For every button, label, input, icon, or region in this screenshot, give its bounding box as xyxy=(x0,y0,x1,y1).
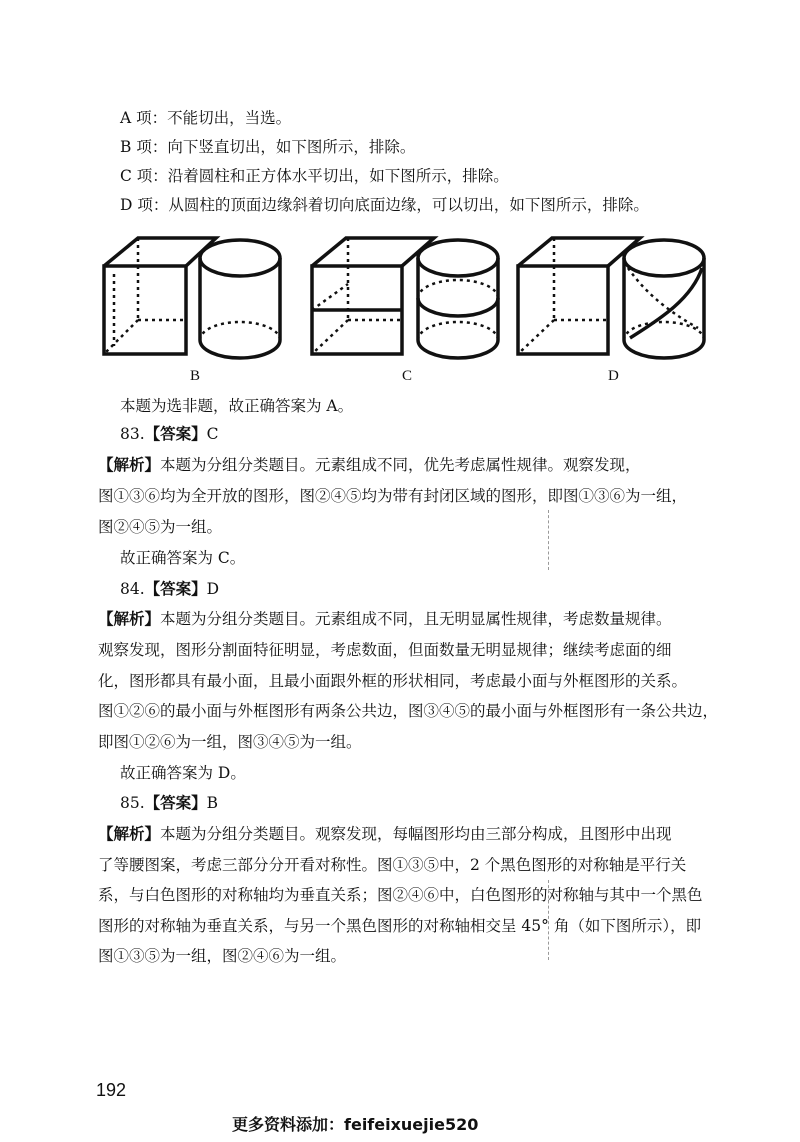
option-c: C 项：沿着圆柱和正方体水平切出，如下图所示，排除。 xyxy=(120,167,509,185)
q84-analysis-line-4: 图①②⑥的最小面与外框图形有两条公共边，图③④⑤的最小面与外框图形有一条公共边， xyxy=(98,702,719,720)
q84-analysis-line-2: 观察发现，图形分割面特征明显，考虑数面，但面数量无明显规律；继续考虑面的细 xyxy=(98,641,672,659)
q84-analysis-line-5: 即图①②⑥为一组，图③④⑤为一组。 xyxy=(98,733,362,751)
option-a: A 项：不能切出，当选。 xyxy=(120,109,292,127)
q85-analysis-line-5: 图①③⑤为一组，图②④⑥为一组。 xyxy=(98,947,347,965)
q84-conclusion: 故正确答案为 D。 xyxy=(120,764,246,782)
q83-answer xyxy=(120,424,219,444)
figure-c-label: C xyxy=(402,368,413,384)
figure-c xyxy=(306,228,506,360)
q83-analysis-line-3: 图②④⑤为一组。 xyxy=(98,518,223,536)
q85-analysis-line-3: 系，与白色图形的对称轴均为垂直关系；图②④⑥中，白色图形的对称轴与其中一个黑色 xyxy=(98,886,703,904)
conclusion-82: 本题为选非题，故正确答案为 A。 xyxy=(120,397,354,415)
q85-answer xyxy=(120,793,218,813)
option-b: B 项：向下竖直切出，如下图所示，排除。 xyxy=(120,138,416,156)
figure-d-label: D xyxy=(608,368,619,384)
q83-analysis-line-2: 图①③⑥均为全开放的图形，图②④⑤均为带有封闭区域的图形，即图①③⑥为一组， xyxy=(98,487,688,505)
q84-analysis-tag: 【解析】 xyxy=(98,609,161,628)
figure-b xyxy=(98,228,298,360)
q85-analysis-text-1: 本题为分组分类题目。观察发现，每幅图形均由三部分构成，且图形中出现 xyxy=(160,825,672,843)
q84-analysis-line-1 xyxy=(98,609,672,629)
figure-b-label: B xyxy=(190,368,201,384)
q84-answer xyxy=(120,579,219,599)
scan-artifact xyxy=(548,510,549,570)
q83-analysis-tag: 【解析】 xyxy=(98,455,161,474)
q85-answer-value: B xyxy=(206,794,219,812)
figure-d xyxy=(512,228,712,360)
q84-analysis-text-1: 本题为分组分类题目。元素组成不同，且无明显属性规律，考虑数量规律。 xyxy=(160,610,672,628)
q84-number: 84. xyxy=(120,580,145,598)
option-d: D 项：从圆柱的顶面边缘斜着切向底面边缘，可以切出，如下图所示，排除。 xyxy=(120,196,649,214)
q85-analysis-line-4: 图形的对称轴为垂直关系，与另一个黑色图形的对称轴相交呈 45° 角（如下图所示），即 xyxy=(98,917,702,935)
q84-answer-tag: 【答案】 xyxy=(144,579,207,598)
q83-analysis-line-1 xyxy=(98,455,641,475)
q83-analysis-text-1: 本题为分组分类题目。元素组成不同，优先考虑属性规律。观察发现， xyxy=(160,456,641,474)
q85-analysis-tag: 【解析】 xyxy=(98,824,161,843)
q83-number: 83. xyxy=(120,425,145,443)
page-number: 192 xyxy=(96,1080,127,1100)
q83-conclusion: 故正确答案为 C。 xyxy=(120,549,246,567)
q84-analysis-line-3: 化，图形都具有最小面，且最小面跟外框的形状相同，考虑最小面与外框图形的关系。 xyxy=(98,672,688,690)
q85-answer-tag: 【答案】 xyxy=(144,793,207,812)
q84-answer-value: D xyxy=(206,580,220,598)
footer-note: 更多资料添加：feifeixuejie520 xyxy=(232,1115,479,1134)
scan-artifact xyxy=(548,880,549,960)
q85-analysis-line-1 xyxy=(98,824,672,844)
q83-answer-value: C xyxy=(206,425,219,443)
q83-answer-tag: 【答案】 xyxy=(144,424,207,443)
q85-analysis-line-2: 了等腰图案，考虑三部分分开看对称性。图①③⑤中，2 个黑色图形的对称轴是平行关 xyxy=(98,856,687,874)
q85-number: 85. xyxy=(120,794,145,812)
